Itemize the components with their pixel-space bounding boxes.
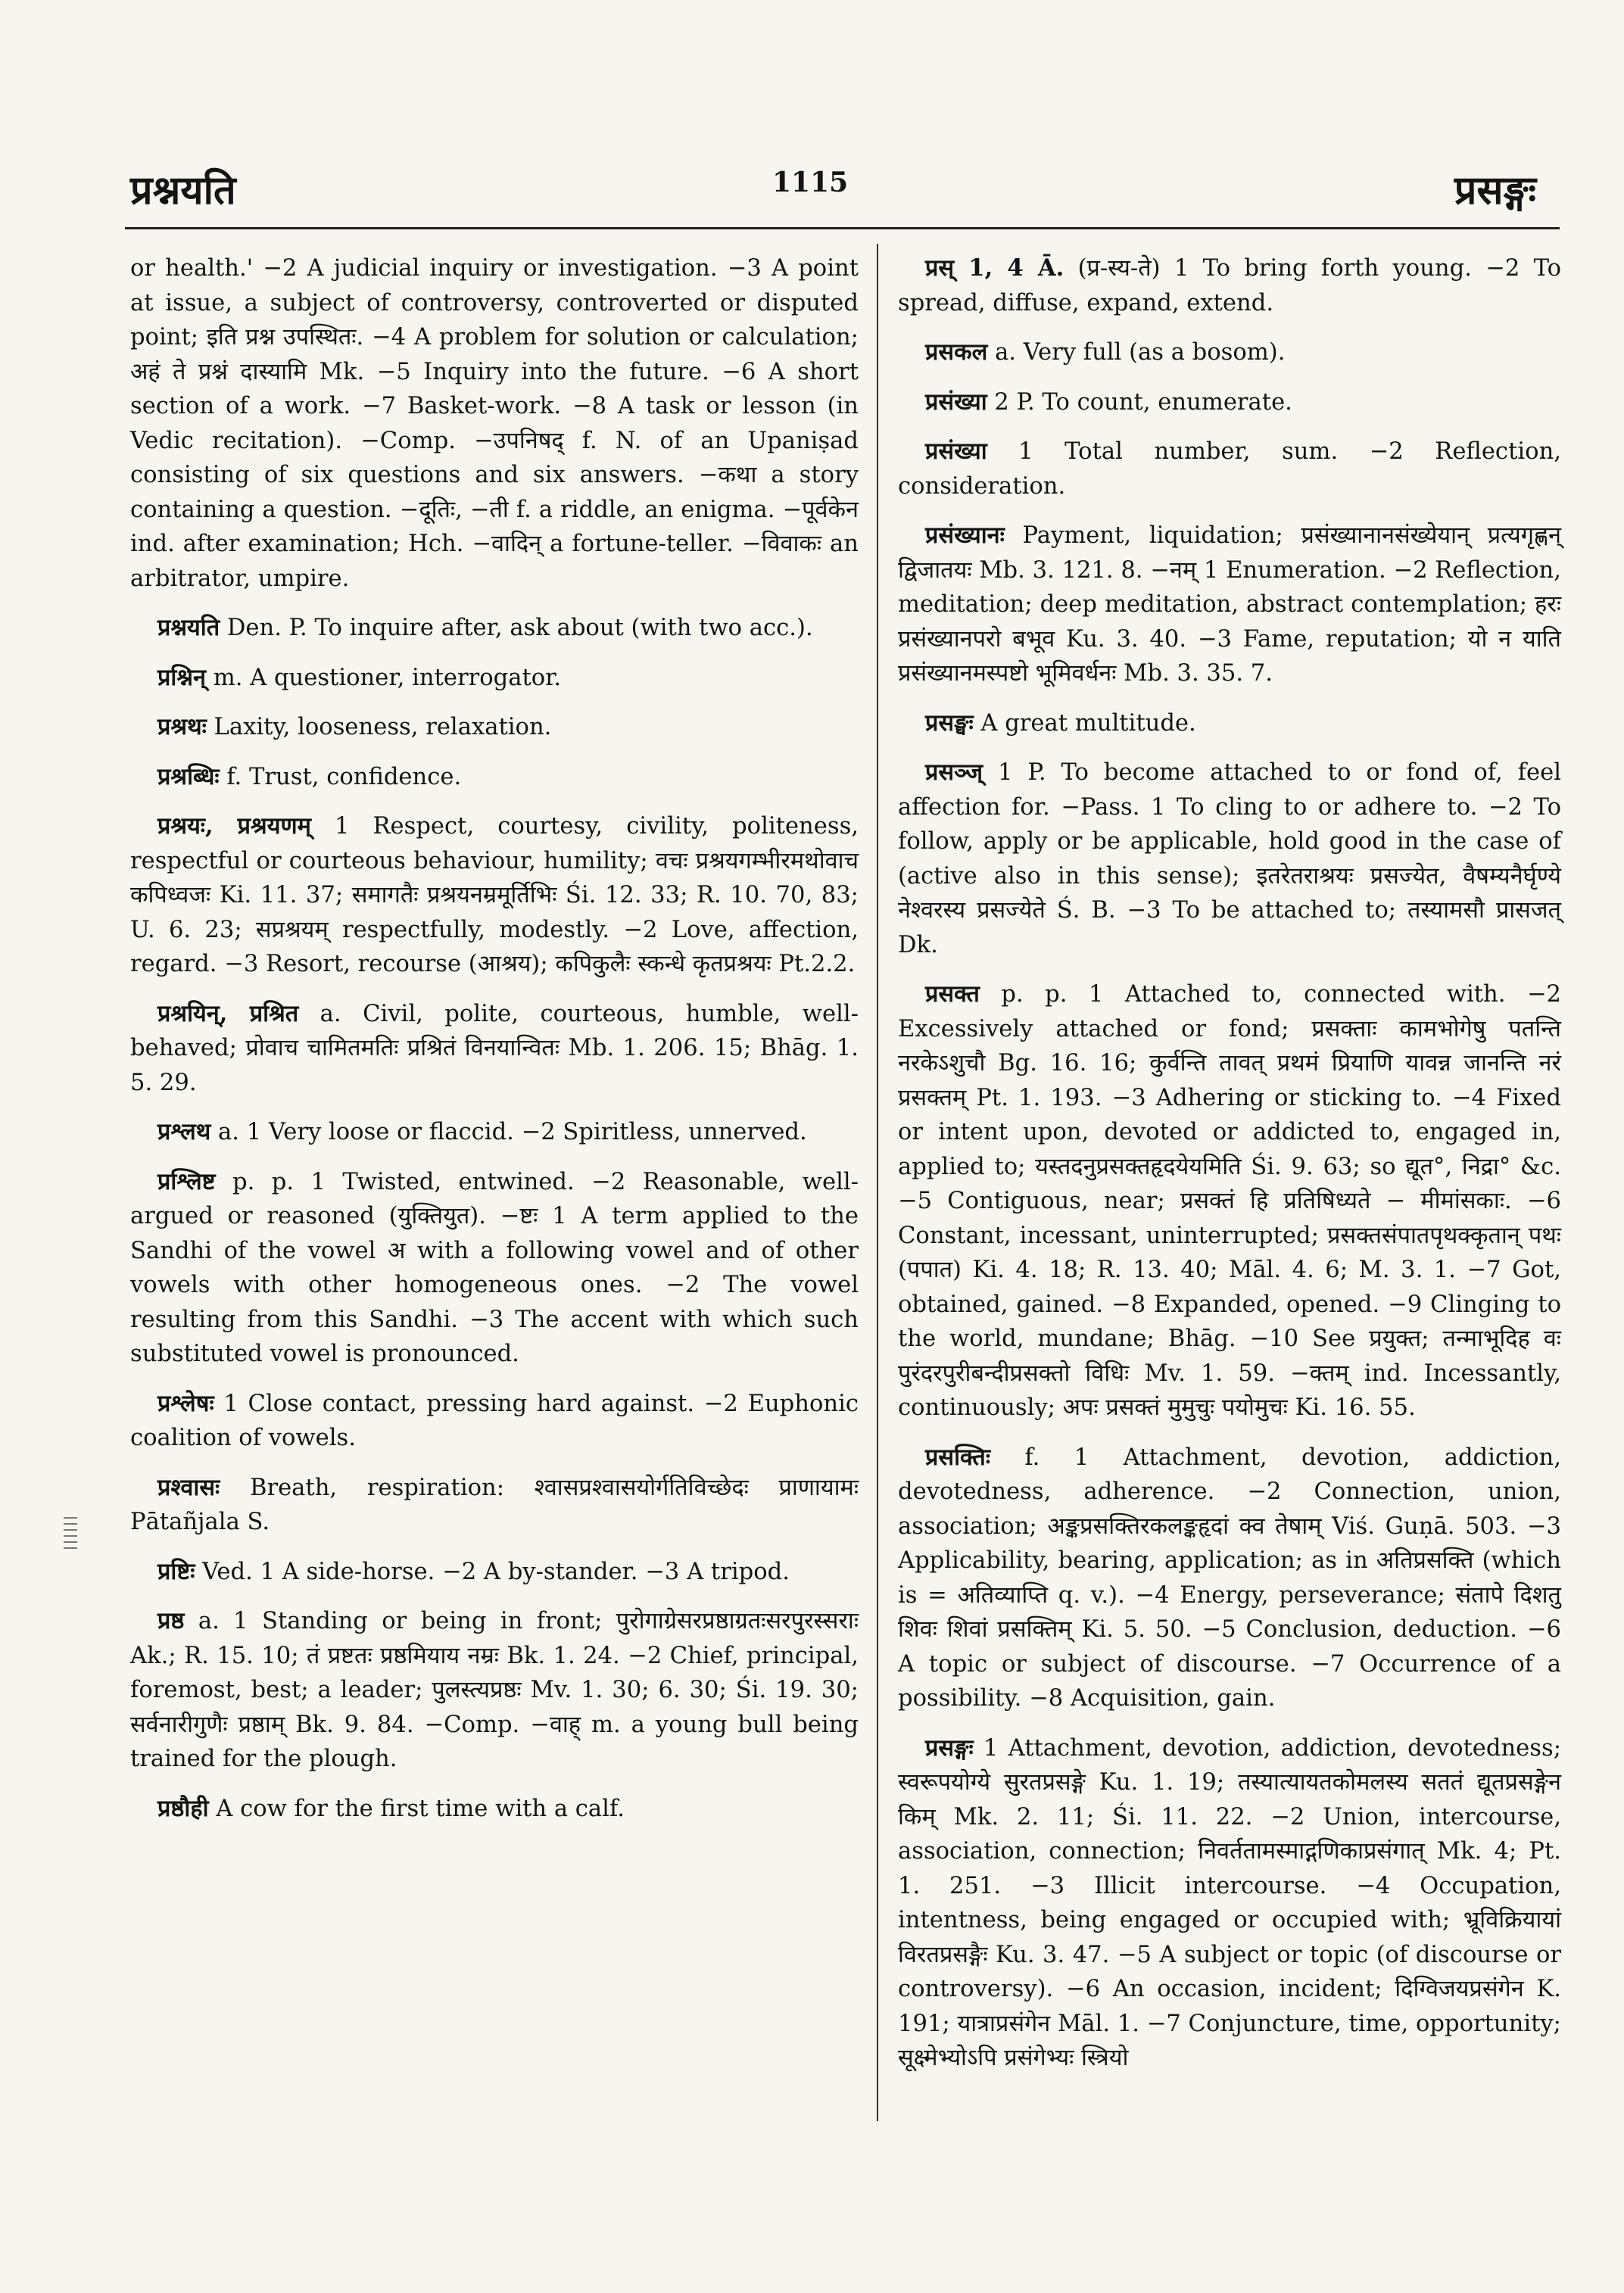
entry-definition: A great multitude.	[980, 709, 1196, 737]
dictionary-entry	[898, 251, 1561, 320]
entry-definition: 1 Attachment, devotion, addiction, devotedness; स्वरूपयोग्ये सुरतप्रसङ्गे Ku. 1. 19; तस्यात्यायतकोमलस्य सततं द्यूतप्रसङ्गेन किम् Mk. 2. 11; Śi. 11. 22. −2 Union, intercourse, association, connection; निवर्ततामस्माद्गणिकाप्रसंगात् Mk. 4; Pt. 1. 251. −3 Illicit intercourse. −4 Occupation, intentness, being engaged or occupied with; भ्रूविक्रियायां विरतप्रसङ्गैः Ku. 3. 47. −5 A subject or topic (of discourse or controversy). −6 An occasion, incident; दिग्विजयप्रसंगेन K. 191; यात्राप्रसंगेन Māl. 1. −7 Conjuncture, time, opportunity; सूक्ष्मेभ्योऽपि प्रसंगेभ्यः स्त्रियो	[898, 1734, 1561, 2071]
dictionary-entry	[130, 661, 859, 696]
entry-definition: f. 1 Attachment, devotion, addiction, devotedness, adherence. −2 Connection, union, association; अङ्कप्रसक्तिरकलङ्कहृदां क्व तेषाम् Viś. Guṇā. 503. −3 Applicability, bearing, application; as in अतिप्रसक्ति (which is = अतिव्याप्ति q. v.). −4 Energy, perseverance; संतापे दिशतु शिवः शिवां प्रसक्तिम् Ki. 5. 50. −5 Conclusion, deduction. −6 A topic or subject of discourse. −7 Occurrence of a possibility. −8 Acquisition, gain.	[898, 1444, 1561, 1712]
dictionary-entry	[130, 251, 859, 596]
entry-definition: 1 P. To become attached to or fond of, feel affection for. −Pass. 1 To cling to or adhere to. −2 To follow, apply or be applicable, hold good in the case of (active also in this sense); इतरेतराश्रयः प्रसज्येत, वैषम्यनैर्घृण्ये नेश्वरस्य प्रसज्येते Ś. B. −3 To be attached to; तस्यामसौ प्रासजत् Dk.	[898, 759, 1561, 958]
dictionary-entry	[898, 706, 1561, 741]
dictionary-entry	[898, 1441, 1561, 1716]
entry-definition: m. A questioner, interrogator.	[213, 664, 562, 691]
entry-definition: a. 1 Standing or being in front; पुरोगाग्रेसरप्रष्ठाग्रतःसरपुरस्सराः Ak.; R. 15. 10; तं प्रष्टतः प्रष्ठमियाय नम्रः Bk. 1. 24. −2 Chief, principal, foremost, best; a leader; पुलस्त्यप्रष्ठः Mv. 1. 30; 6. 30; Śi. 19. 30; सर्वनारीगुणैः प्रष्ठाम् Bk. 9. 84. −Comp. −वाह् m. a young bull being trained for the plough.	[130, 1608, 859, 1772]
entry-headword: प्रसञ्ज्	[925, 759, 983, 786]
dictionary-entry	[898, 1731, 1561, 2076]
entry-definition: Laxity, looseness, relaxation.	[214, 714, 552, 740]
entry-definition: 1 Respect, courtesy, civility, politeness, respectful or courteous behaviour, humility; वचः प्रश्रयगम्भीरमथोवाच कपिध्वजः Ki. 11. 37; समागतैः प्रश्रयनम्रमूर्तिभिः Śi. 12. 33; R. 10. 70, 83; U. 6. 23; सप्रश्रयम् respectfully, modestly. −2 Love, affection, regard. −3 Resort, recourse (आश्रय); कपिकुलैः स्कन्धे कृतप्रश्रयः Pt.2.2.	[130, 813, 859, 977]
entry-headword: प्रसंख्या	[925, 438, 987, 465]
entry-definition: f. Trust, confidence.	[226, 763, 462, 790]
dictionary-entry	[898, 385, 1561, 420]
page-header	[0, 162, 1624, 223]
entry-headword: प्रसंख्या	[925, 388, 987, 416]
entry-definition: or health.' −2 A judicial inquiry or investigation. −3 A point at issue, a subject of controversy, controverted or disputed point; इति प्रश्न उपस्थितः. −4 A problem for solution or calculation; अहं ते प्रश्नं दास्यामि Mk. −5 Inquiry into the future. −6 A short section of a work. −7 Basket-work. −8 A task or lesson (in Vedic recitation). −Comp. −उपनिषद् f. N. of an Upaniṣad consisting of six questions and six answers. −कथा a story containing a question. −दूतिः, −ती f. a riddle, an enigma. −पूर्वकेन ind. after examination; Hch. −वादिन् a fortune-teller. −विवाकः an arbitrator, umpire.	[130, 255, 859, 592]
entry-headword: प्रसक्त	[925, 980, 980, 1008]
entry-headword: प्रश्निन्	[157, 663, 206, 691]
dictionary-entry	[130, 809, 859, 982]
entry-headword: प्रश्नयति	[157, 614, 220, 641]
dictionary-entry	[898, 435, 1561, 503]
column-divider	[877, 244, 878, 2121]
entry-headword: प्रसंख्यानः	[925, 522, 1005, 549]
dictionary-entry	[898, 756, 1561, 962]
header-left-word: प्रश्नयति	[130, 167, 236, 213]
entry-headword: प्रश्लिष्ट	[157, 1167, 216, 1195]
entry-definition: A cow for the first time with a calf.	[216, 1795, 625, 1822]
dictionary-entry	[130, 997, 859, 1101]
dictionary-entry	[130, 611, 859, 646]
dictionary-entry	[898, 335, 1561, 370]
entry-headword: प्रसङ्घः	[925, 709, 974, 737]
entry-headword: प्रश्लथ	[157, 1118, 211, 1145]
entry-definition: a. Civil, polite, courteous, humble, well-behaved; प्रोवाच चामितमतिः प्रश्रितं विनयान्वितः Mb. 1. 206. 15; Bhāg. 1. 5. 29.	[130, 1000, 859, 1096]
entry-definition: 1 Total number, sum. −2 Reflection, consideration.	[898, 438, 1561, 500]
entry-definition: Ved. 1 A side-horse. −2 A by-stander. −3 A tripod.	[202, 1558, 790, 1585]
dictionary-entry	[130, 1471, 859, 1540]
entry-headword: प्रश्रथः	[157, 713, 207, 740]
entry-headword: प्रश्लेषः	[157, 1389, 214, 1417]
dictionary-entry	[130, 1115, 859, 1150]
dictionary-entry	[130, 710, 859, 745]
entry-headword: प्रष्ठ	[157, 1607, 185, 1634]
entry-headword: प्रश्रयिन्, प्रश्रित	[157, 999, 299, 1027]
entry-headword: प्रष्टिः	[157, 1557, 195, 1585]
entry-definition: 1 Close contact, pressing hard against. −2 Euphonic coalition of vowels.	[130, 1390, 859, 1451]
header-rule	[125, 227, 1560, 229]
entry-headword: प्रश्वासः	[157, 1473, 220, 1501]
entry-headword: प्रसक्तिः	[925, 1443, 991, 1471]
dictionary-entry	[898, 519, 1561, 691]
entry-definition: a. Very full (as a bosom).	[995, 339, 1286, 366]
dictionary-entry	[130, 1555, 859, 1590]
entry-headword: प्रश्रयः, प्रश्रयणम्	[157, 812, 311, 840]
entry-headword: प्रस् 1, 4 Ā.	[925, 254, 1064, 282]
margin-marks	[64, 1517, 77, 1553]
dictionary-entry	[130, 760, 859, 795]
entry-definition: a. 1 Very loose or flaccid. −2 Spiritless, unnerved.	[218, 1119, 807, 1145]
dictionary-entry	[130, 1165, 859, 1372]
entry-definition: Den. P. To inquire after, ask about (with two acc.).	[226, 615, 813, 641]
entry-headword: प्रसकल	[925, 338, 988, 366]
page-number: 1115	[772, 167, 849, 198]
right-column	[898, 251, 1561, 2091]
entry-headword: प्रष्ठौही	[157, 1794, 209, 1822]
entry-definition: p. p. 1 Twisted, entwined. −2 Reasonable, well-argued or reasoned (युक्तियुत). −ष्टः 1 A term applied to the Sandhi of the vowel अ with a following vowel and of other vowels with other homogeneous ones. −2 The vowel resulting from this Sandhi. −3 The accent with which such substituted vowel is pronounced.	[130, 1168, 859, 1367]
dictionary-entry	[898, 977, 1561, 1425]
entry-definition: p. p. 1 Attached to, connected with. −2 Excessively attached or fond; प्रसक्ताः कामभोगेषु पतन्ति नरकेऽशुचौ Bg. 16. 16; कुर्वन्ति तावत् प्रथमं प्रियाणि यावन्न जानन्ति नरं प्रसक्तम् Pt. 1. 193. −3 Adhering or sticking to. −4 Fixed or intent upon, devoted or addicted to, engaged in, applied to; यस्तदनुप्रसक्तहृदयेयमिति Śi. 9. 63; so द्यूत°, निद्रा° &c. −5 Contiguous, near; प्रसक्तं हि प्रतिषिध्यते − मीमांसकाः. −6 Constant, incessant, uninterrupted; प्रसक्तसंपातपृथक्कृतान् पथः (पपात) Ki. 4. 18; R. 13. 40; Māl. 4. 6; M. 3. 1. −7 Got, obtained, gained. −8 Expanded, opened. −9 Clinging to the world, mundane; Bhāg. −10 See प्रयुक्त; तन्माभूदिह वः पुरंदरपुरीबन्दीप्रसक्तो विधिः Mv. 1. 59. −क्तम् ind. Incessantly, continuously; अपः प्रसक्तं मुमुचुः पयोमुचः Ki. 16. 55.	[898, 981, 1562, 1421]
entry-definition: Breath, respiration: श्वासप्रश्वासयोर्गतिविच्छेदः प्राणायामः Pātañjala S.	[130, 1474, 859, 1535]
entry-headword: प्रसङ्गः	[925, 1734, 974, 1762]
dictionary-entry	[130, 1792, 859, 1827]
entry-definition: Payment, liquidation; प्रसंख्यानानसंख्येयान् प्रत्यगृह्णन् द्विजातयः Mb. 3. 121. 8. −नम् 1 Enumeration. −2 Reflection, meditation; deep meditation, abstract contemplation; हरः प्रसंख्यानपरो बभूव Ku. 3. 40. −3 Fame, reputation; यो न याति प्रसंख्यानमस्पष्टो भूमिवर्धनः Mb. 3. 35. 7.	[898, 522, 1562, 687]
left-column	[130, 251, 859, 1841]
entry-definition: (प्र-स्य-ते) 1 To bring forth young. −2 To spread, diffuse, expand, extend.	[898, 255, 1562, 316]
header-right-word: प्रसङ्गः	[1454, 167, 1536, 213]
entry-definition: 2 P. To count, enumerate.	[994, 388, 1292, 416]
entry-headword: प्रश्रब्धिः	[157, 762, 220, 790]
dictionary-entry	[130, 1387, 859, 1456]
dictionary-entry	[130, 1604, 859, 1777]
